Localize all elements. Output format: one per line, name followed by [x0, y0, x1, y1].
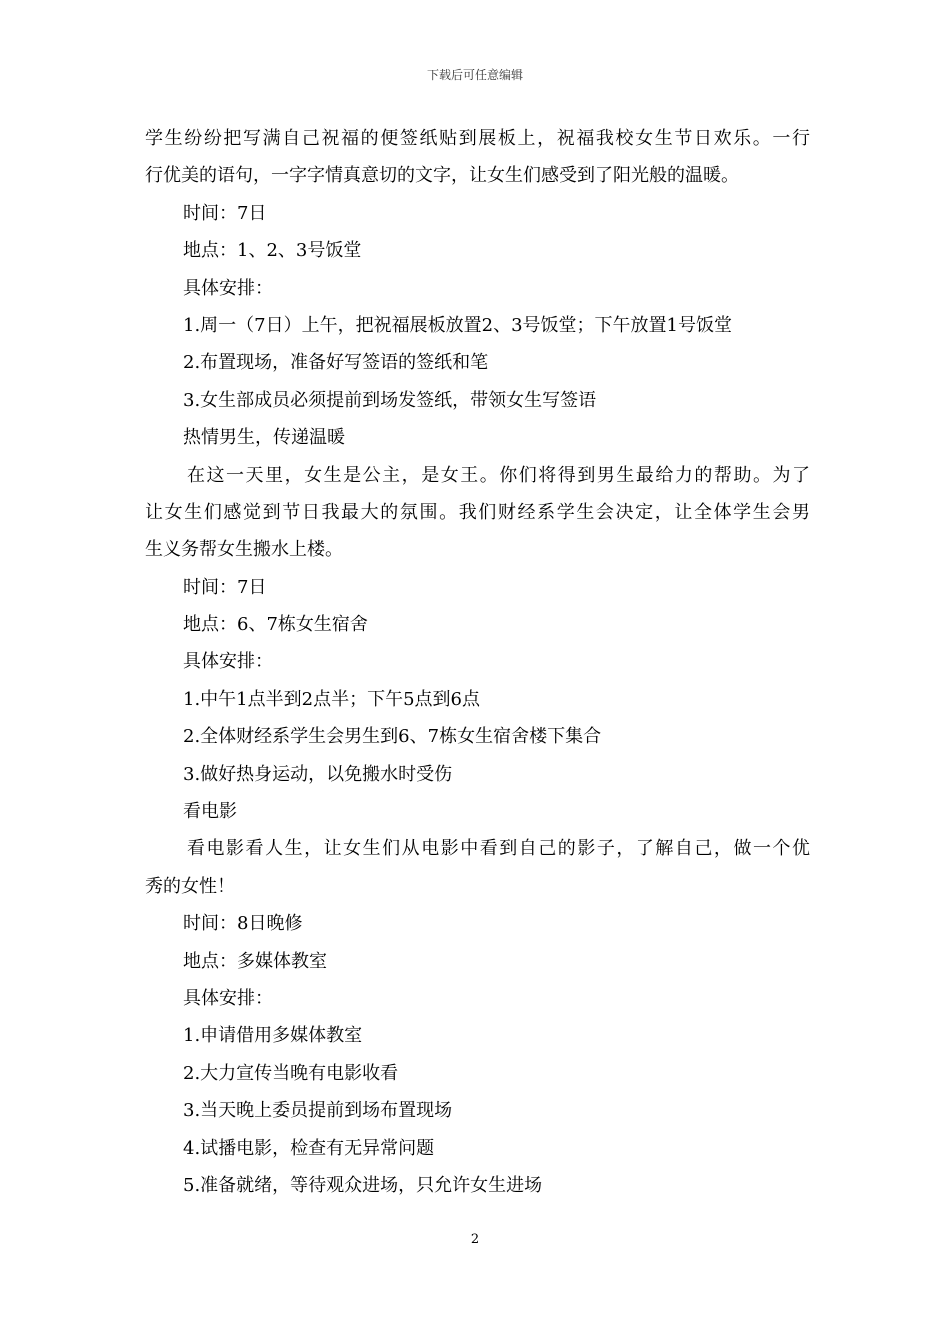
- list-item: 3.当天晚上委员提前到场布置现场: [183, 1100, 453, 1122]
- page-header: 下载后可任意编辑: [426, 68, 523, 82]
- paragraph-line: 地点：多媒体教室: [183, 950, 327, 972]
- paragraph-line: 学生纷纷把写满自己祝福的便签纸贴到展板上，祝福我校女生节日欢乐。一行: [145, 128, 810, 149]
- section-heading: 热情男生，传递温暖: [183, 427, 345, 449]
- list-item: 1.申请借用多媒体教室: [183, 1025, 363, 1047]
- list-item: 3.女生部成员必须提前到场发签纸，带领女生写签语: [183, 389, 597, 411]
- list-item: 1.周一（7日）上午，把祝福展板放置2、3号饭堂；下午放置1号饭堂: [183, 314, 732, 336]
- paragraph-line: 行优美的语句，一字字情真意切的文字，让女生们感受到了阳光般的温暖。: [145, 165, 739, 187]
- paragraph-line: 地点：6、7栋女生宿舍: [183, 614, 368, 636]
- list-item: 2.全体财经系学生会男生到6、7栋女生宿舍楼下集合: [183, 726, 602, 748]
- paragraph-line: 在这一天里，女生是公主，是女王。你们将得到男生最给力的帮助。为了: [187, 464, 810, 486]
- page-number: 2: [470, 1232, 480, 1247]
- list-item: 5.准备就绪，等待观众进场，只允许女生进场: [183, 1174, 543, 1196]
- paragraph-line: 秀的女性！: [145, 875, 235, 897]
- paragraph-line: 具体安排：: [183, 651, 273, 673]
- paragraph-line: 生义务帮女生搬水上楼。: [145, 539, 343, 561]
- paragraph-line: 时间：7日: [183, 202, 267, 224]
- paragraph-line: 地点：1、2、3号饭堂: [183, 240, 362, 262]
- paragraph-line: 看电影看人生，让女生们从电影中看到自己的影子，了解自己，做一个优: [187, 838, 810, 860]
- paragraph-line: 具体安排：: [183, 987, 273, 1009]
- section-heading: 看电影: [183, 801, 237, 823]
- list-item: 3.做好热身运动，以免搬水时受伤: [183, 763, 453, 785]
- list-item: 2.大力宣传当晚有电影收看: [183, 1062, 399, 1084]
- paragraph-line: 时间：7日: [183, 576, 267, 598]
- list-item: 1.中午1点半到2点半；下午5点到6点: [183, 688, 480, 710]
- list-item: 2.布置现场，准备好写签语的签纸和笔: [183, 352, 489, 374]
- paragraph-line: 时间：8日晚修: [183, 913, 303, 935]
- paragraph-line: 让女生们感觉到节日我最大的氛围。我们财经系学生会决定，让全体学生会男: [145, 501, 810, 523]
- list-item: 4.试播电影，检查有无异常问题: [183, 1137, 435, 1159]
- document-body: [145, 120, 810, 1204]
- paragraph-line: 具体安排：: [183, 277, 273, 299]
